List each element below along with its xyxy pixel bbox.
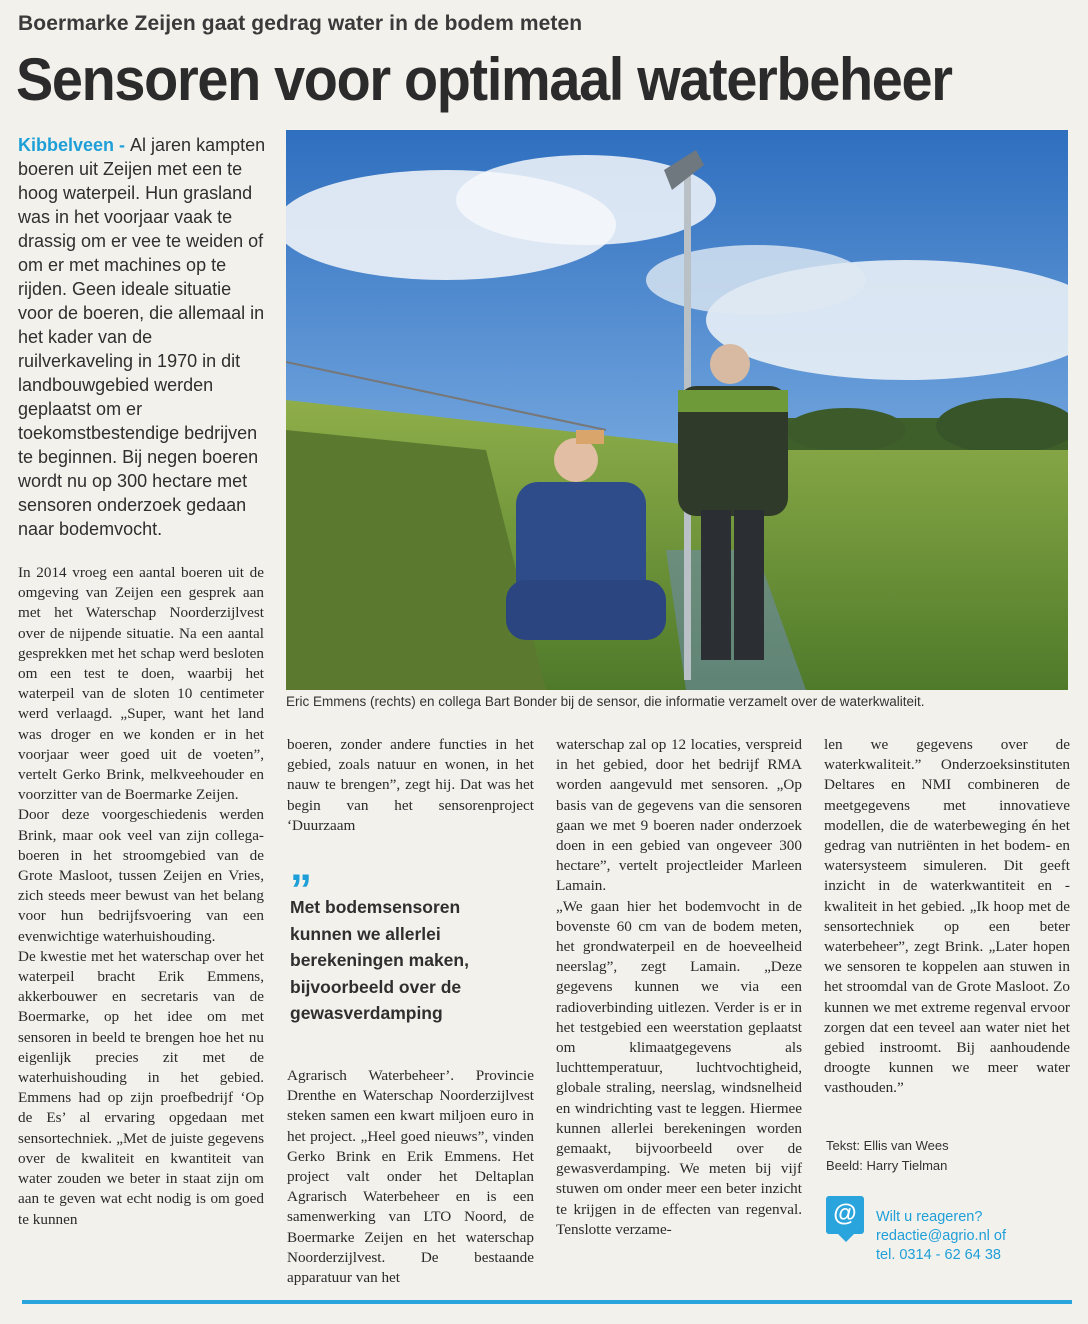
bottom-rule bbox=[22, 1300, 1072, 1304]
credit-image: Beeld: Harry Tielman bbox=[826, 1158, 948, 1173]
quote-mark-icon: „ bbox=[290, 841, 312, 890]
react-title: Wilt u reageren? bbox=[876, 1209, 983, 1225]
article-credits bbox=[826, 1136, 949, 1176]
body-paragraph: waterschap zal op 12 locaties, verspreid in het gebied, door het bedrijf RMA worden aangevuld met sensoren. „Op basis van de gegevens van die sensoren gaan we met 9 boeren nader onderzoek doen in een gebied van ongeveer 300 hectare”, vertelt projectleider Marleen Lamain. bbox=[556, 736, 802, 895]
body-paragraph: „We gaan hier het bodemvocht in de bovenste 60 cm van de bodem meten, het grondwaterpeil en de hoeveelheid neerslag”, zegt Lamain. „Deze gegevens kunnen we via een radioverbinding uitlezen. Verder is er in het testgebied een weerstation geplaatst om klimaatgegevens als luchttemperatuur, luchtvochtigheid, globale straling, neerslag, windsnelheid en windrichting vast te leggen. Hiermee kunnen allerlei berekeningen worden gemaakt, bijvoorbeeld over de gewasverdamping. We meten bij vijf stuwen om onder meer een beter inzicht te krijgen in de effecten van regenval. Tenslotte verzame- bbox=[556, 897, 802, 1238]
pull-quote bbox=[290, 841, 520, 1027]
article-kicker: Boermarke Zeijen gaat gedrag water in de bodem meten bbox=[18, 12, 583, 35]
speech-tail bbox=[836, 1232, 856, 1242]
intro-dateline: Kibbelveen - bbox=[18, 135, 131, 155]
body-paragraph: len we gegevens over de waterkwaliteit.” Onderzoeksinstituten Deltares en NMI combineren de meetgegevens met innovatieve modellen, die de waterbeweging én het gedrag van nutriënten in het bodem- en watersysteem simuleren. Dit geeft inzicht in de waterkwantiteit en -kwaliteit in het gebied. „Ik hoop met de sensortechniek op een beter waterbeheer”, zegt Brink. „Later hopen we sensoren te koppelen aan stuwen in het stroomdal van de Grote Masloot. Zo kunnen we met extreme regenval ervoor zorgen dat een teveel aan water niet het gebied instroomt. Bij aanhoudende droogte kunnen we meer water vasthouden.” bbox=[824, 736, 1070, 1097]
react-box bbox=[826, 1196, 1076, 1266]
react-email-link[interactable]: redactie@agrio.nl of bbox=[876, 1228, 1006, 1244]
body-column-1 bbox=[18, 563, 264, 1230]
body-column-2-top bbox=[287, 735, 534, 836]
article-headline: Sensoren voor optimaal waterbeheer bbox=[16, 46, 952, 113]
article-intro bbox=[18, 133, 270, 541]
article-photo bbox=[286, 130, 1068, 690]
react-phone: tel. 0314 - 62 64 38 bbox=[876, 1247, 1001, 1263]
react-text bbox=[876, 1208, 1006, 1265]
pull-quote-text: Met bodemsensoren kunnen we allerlei berekeningen maken, bijvoorbeeld over de gewasverdamping bbox=[290, 897, 469, 1023]
credit-text: Tekst: Ellis van Wees bbox=[826, 1138, 949, 1153]
body-column-3 bbox=[556, 735, 802, 1240]
photo-caption: Eric Emmens (rechts) en collega Bart Bonder bij de sensor, die informatie verzamelt over de waterkwaliteit. bbox=[286, 694, 925, 709]
body-paragraph: Agrarisch Waterbeheer’. Provincie Drenthe en Waterschap Noorderzijlvest steken samen een kwart miljoen euro in het project. „Heel goed nieuws”, vinden Gerko Brink en Erik Emmens. Het project valt onder het Deltaplan Agrarisch Waterbeheer en is een samenwerking van LTO Noord, de Boermarke Zeijen en het waterschap Noorderzijlvest. De bestaande apparatuur van het bbox=[287, 1067, 534, 1287]
body-paragraph: De kwestie met het waterschap over het waterpeil bracht Erik Emmens, akkerbouwer en secretaris van de Boermarke, op het idee om met sensoren in beeld te brengen hoe het nu eigenlijk precies zit met de waterhuishouding in het gebied. Emmens had op zijn proefbedrijf ‘Op de Es’ al ervaring opgedaan met sensortechniek. „Met de juiste gegevens over de kwaliteit en kwantiteit van water zouden we beter in staat zijn om aan te geven wat echt nodig is om goed te kunnen bbox=[18, 947, 264, 1228]
body-paragraph: In 2014 vroeg een aantal boeren uit de omgeving van Zeijen een gesprek aan met het Waterschap Noorderzijlvest over de nijpende situatie. Na een aantal gesprekken met het schap werd besloten om een test te doen, waarbij het waterpeil van de sloten 10 centimeter werd verlaagd. „Super, want het land was droger en we konden er in het voorjaar weer goed uit de voeten”, vertelt Gerko Brink, melkveehouder en voorzitter van de Boermarke Zeijen. bbox=[18, 564, 264, 804]
body-column-2-bottom bbox=[287, 1066, 534, 1288]
body-column-4 bbox=[824, 735, 1070, 1099]
body-paragraph: boeren, zonder andere functies in het gebied, zoals natuur en wonen, in het nauw te brengen”, zegt hij. Dat was het begin van het sensorenproject ‘Duurzaam bbox=[287, 736, 534, 834]
intro-text: Al jaren kampten boeren uit Zeijen met een te hoog waterpeil. Hun grasland was in het voorjaar vaak te drassig om er vee te weiden of om er met machines op te rijden. Geen ideale situatie voor de boeren, die allemaal in het kader van de ruilverkaveling in 1970 in dit landbouwgebied werden geplaatst om er toekomstbestendige bedrijven te beginnen. Bij negen boeren wordt nu op 300 hectare met sensoren onderzoek gedaan naar bodemvocht. bbox=[18, 135, 266, 539]
at-sign-icon: @ bbox=[826, 1196, 864, 1234]
photo-illustration bbox=[286, 130, 1068, 690]
body-paragraph: Door deze voorgeschiedenis werden Brink, maar ook veel van zijn collega-boeren in het stroomgebied van de Grote Masloot, tussen Zeijen en Vries, zich steeds meer bewust van het belang voor hun bedrijfsvoering van een evenwichtige waterhuishouding. bbox=[18, 806, 264, 945]
